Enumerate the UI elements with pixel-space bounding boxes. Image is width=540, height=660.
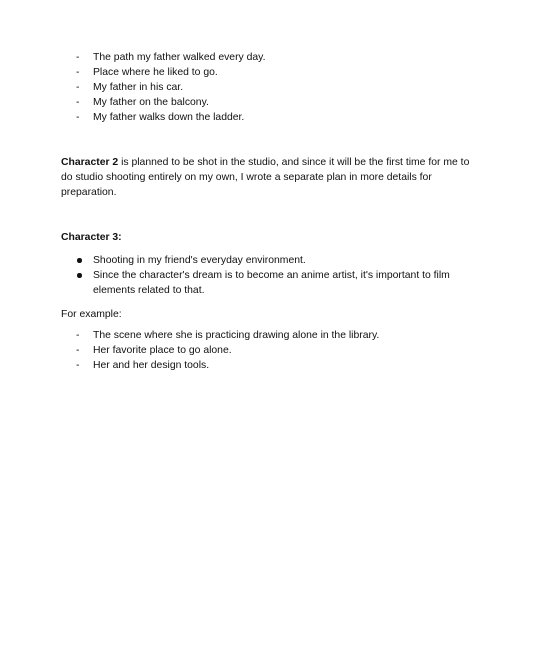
character-3-heading: Character 3: — [61, 232, 122, 243]
character-2-label: Character 2 — [61, 157, 119, 168]
dash-marker: - — [76, 360, 80, 371]
list-item — [76, 50, 266, 65]
character-2-paragraph — [61, 155, 481, 200]
character-2-text: is planned to be shot in the studio, and since it will be the first time for me to do studio shooting entirely on my own, I wrote a separate plan in more details for preparation. — [61, 157, 470, 198]
list-item — [76, 343, 379, 358]
list-item — [76, 268, 476, 298]
list-item — [76, 95, 266, 110]
list-item-text: Her favorite place to go alone. — [93, 345, 232, 356]
dash-marker: - — [76, 52, 80, 63]
bullet-dot-icon — [77, 258, 82, 263]
list-item — [76, 110, 266, 125]
father-shot-list — [76, 50, 266, 125]
list-item — [76, 253, 476, 268]
bullet-dot-icon — [77, 273, 82, 278]
list-item-text: Her and her design tools. — [93, 360, 210, 371]
dash-marker: - — [76, 67, 80, 78]
list-item-text: The scene where she is practicing drawing alone in the library. — [93, 330, 380, 341]
example-label: For example: — [61, 309, 122, 320]
dash-marker: - — [76, 330, 80, 341]
dash-marker: - — [76, 82, 80, 93]
list-item — [76, 65, 266, 80]
list-item-text: Shooting in my friend's everyday environment. — [93, 255, 306, 266]
list-item — [76, 328, 379, 343]
dash-marker: - — [76, 345, 80, 356]
list-item — [76, 358, 379, 373]
list-item-text: Place where he liked to go. — [93, 67, 218, 78]
character-3-example-list — [76, 328, 379, 373]
list-item-text: Since the character's dream is to become an anime artist, it's important to film elements related to that. — [93, 270, 450, 296]
list-item-text: My father on the balcony. — [93, 97, 209, 108]
character-3-bullets — [76, 253, 476, 298]
dash-marker: - — [76, 97, 80, 108]
list-item-text: The path my father walked every day. — [93, 52, 266, 63]
list-item-text: My father walks down the ladder. — [93, 112, 245, 123]
list-item — [76, 80, 266, 95]
dash-marker: - — [76, 112, 80, 123]
list-item-text: My father in his car. — [93, 82, 184, 93]
